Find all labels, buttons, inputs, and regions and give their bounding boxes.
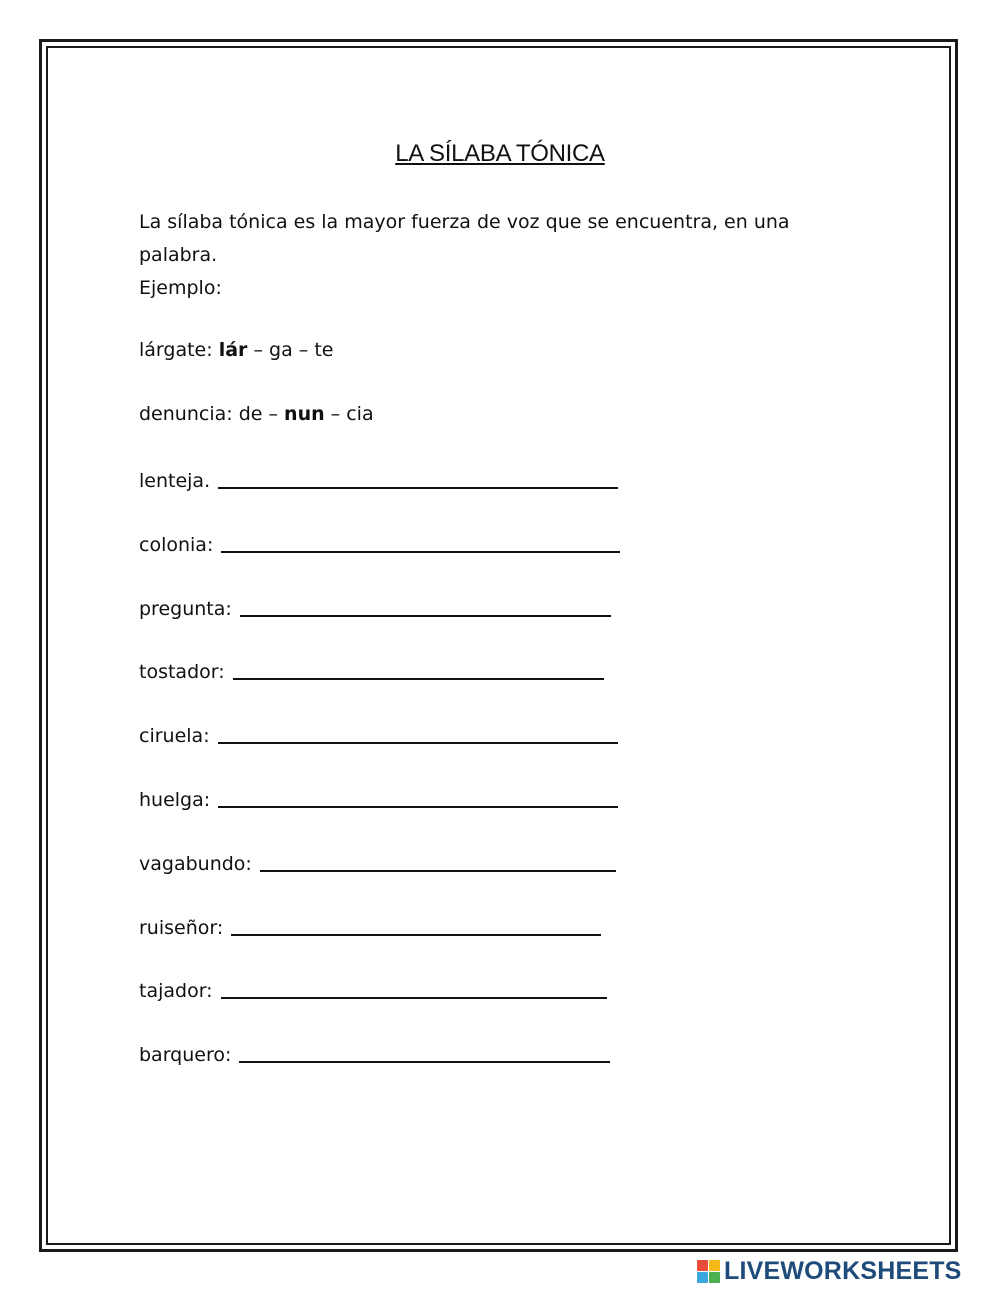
exercise-row [139,845,616,875]
exercise-word: vagabundo: [139,853,252,875]
exercise-word: ruiseñor: [139,917,224,939]
syllable-stressed: lár [218,339,248,361]
answer-line[interactable] [221,997,607,999]
answer-line[interactable] [221,551,620,553]
exercise-row [139,526,620,556]
brand-name: LIVEWORKSHEETS [724,1256,962,1285]
exercise-word: ciruela: [139,725,210,747]
answer-line[interactable] [218,487,618,489]
syllable: ga [269,339,293,361]
logo-block [709,1260,720,1271]
exercise-word: barquero: [139,1044,232,1066]
example-word: lárgate: [139,339,213,361]
worksheet-title: LA SÍLABA TÓNICA [395,140,605,167]
answer-line[interactable] [231,934,601,936]
exercise-word: colonia: [139,534,214,556]
syllable: cia [346,403,374,425]
intro-line-2: palabra. [139,244,218,266]
liveworksheets-logo[interactable] [697,1258,962,1284]
example-row: denuncia: de – nun – cia [139,403,374,425]
exercise-word: lenteja. [139,470,211,492]
exercise-word: pregunta: [139,598,232,620]
example-word: denuncia: [139,403,233,425]
answer-line[interactable] [218,742,618,744]
exercise-row [139,462,618,492]
exercise-word: tajador: [139,980,213,1002]
intro-line-1: La sílaba tónica es la mayor fuerza de voz que se encuentra, en una [139,211,790,233]
logo-block [697,1260,708,1271]
answer-line[interactable] [233,678,604,680]
answer-line[interactable] [260,870,616,872]
syllable-stressed: nun [284,403,325,425]
exercise-word: huelga: [139,789,211,811]
answer-line[interactable] [240,615,611,617]
example-row: lárgate: lár – ga – te [139,339,334,361]
logo-block [709,1272,720,1283]
syllable: de [238,403,263,425]
logo-block [697,1272,708,1283]
exercise-row [139,717,618,747]
exercise-row [139,1036,610,1066]
logo-blocks-icon [697,1260,720,1283]
exercise-row [139,781,618,811]
exercise-word: tostador: [139,661,225,683]
exercise-row [139,590,611,620]
example-label: Ejemplo: [139,277,222,299]
answer-line[interactable] [218,806,618,808]
answer-line[interactable] [239,1061,610,1063]
exercise-row [139,653,604,683]
syllable: te [314,339,334,361]
exercise-row [139,972,607,1002]
exercise-row [139,909,601,939]
